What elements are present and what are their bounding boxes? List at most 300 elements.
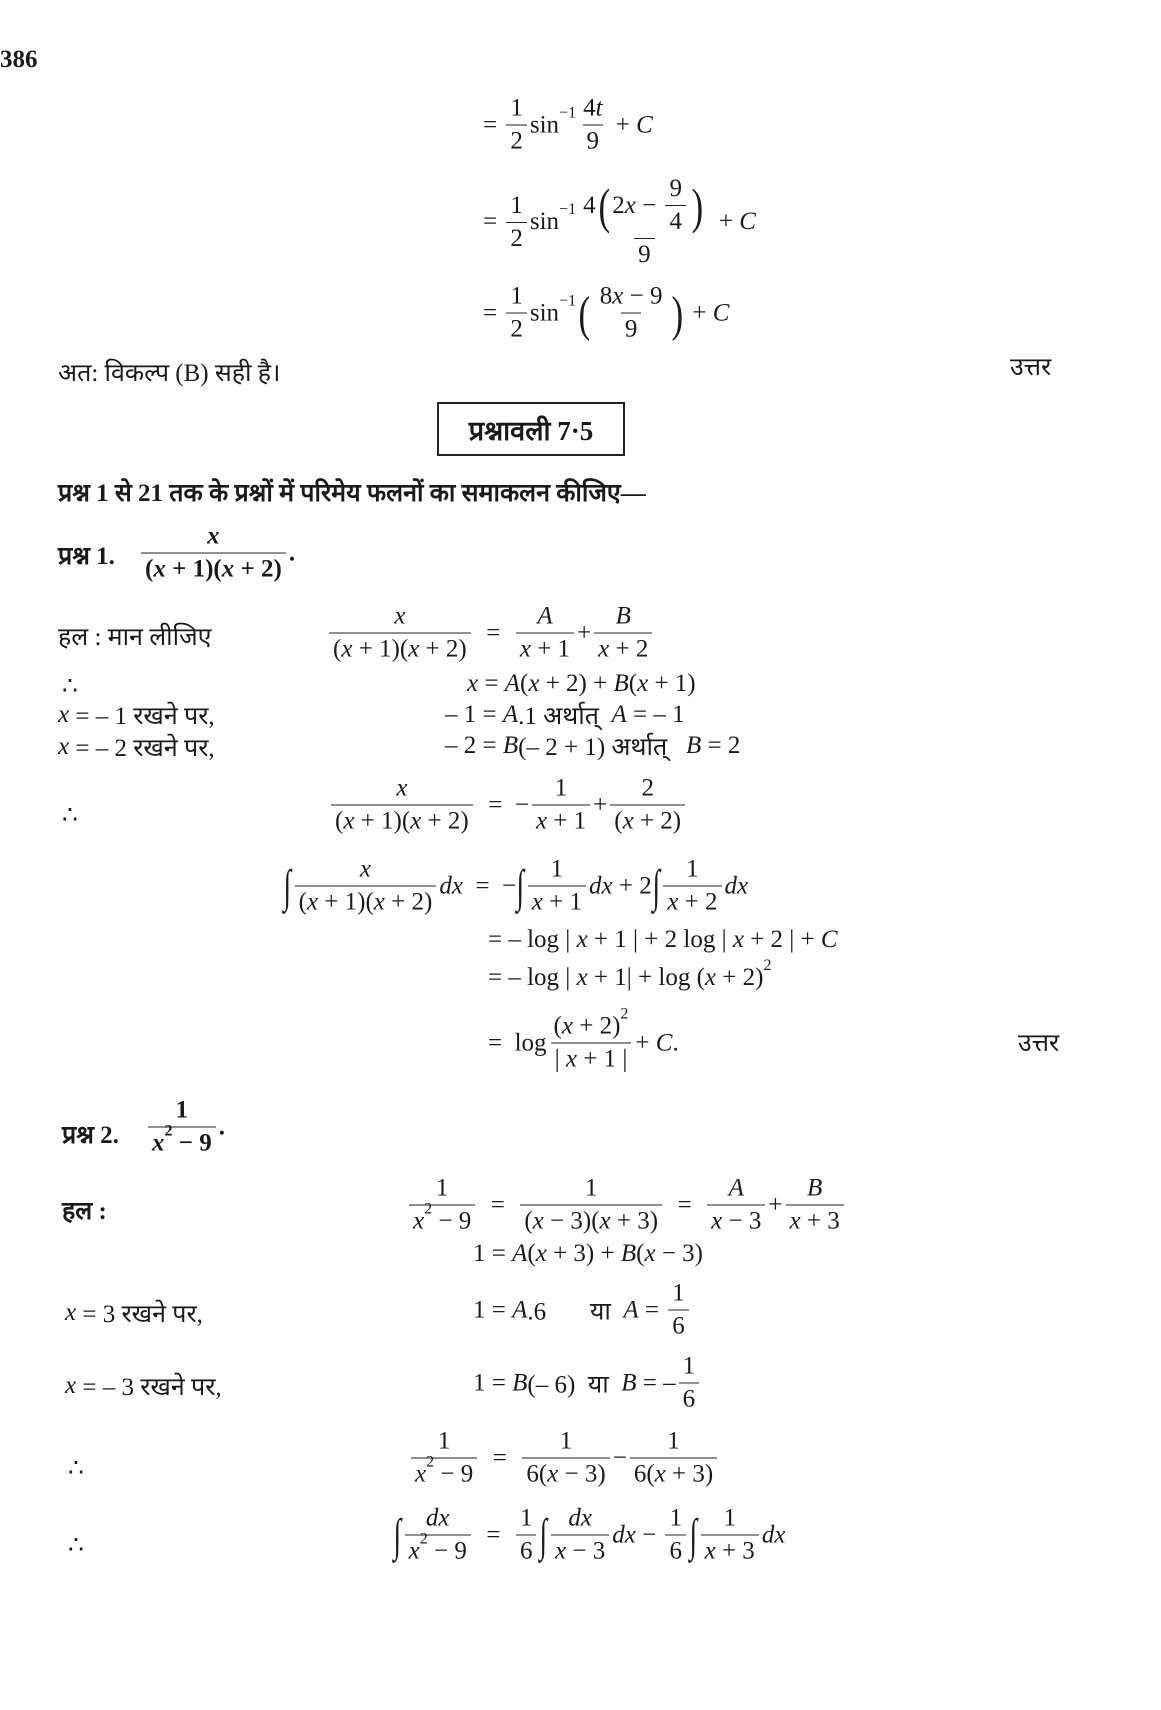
denominator: [701, 1535, 759, 1566]
fraction: [295, 856, 437, 917]
fraction: [506, 283, 527, 344]
math-variable: x: [547, 1460, 559, 1488]
answer-label: [1010, 349, 1051, 383]
math-variable: B: [615, 602, 631, 630]
text-run: (: [333, 635, 342, 663]
math-variable: B: [621, 1369, 637, 1396]
previous-step-3: [483, 283, 729, 344]
superscript: 2: [620, 1005, 629, 1023]
numerator: [506, 192, 527, 222]
q2-integral: [393, 1505, 785, 1566]
text-run: 2: [641, 774, 654, 802]
exercise-instruction: [58, 475, 646, 509]
denominator: [148, 1122, 216, 1158]
math-variable: B: [620, 1240, 637, 1267]
math-variable: x: [65, 1372, 77, 1399]
text-run: 2: [510, 127, 523, 155]
math-variable: x: [704, 964, 717, 991]
text-run: +: [609, 111, 637, 138]
exercise-title: प्रश्नावली 7·5: [468, 415, 594, 446]
denominator: [520, 1205, 662, 1236]
text-run: + 2: [678, 888, 718, 916]
math-variable: A: [512, 1296, 528, 1323]
text-run: |: [554, 1045, 566, 1073]
math-variable: x: [413, 1207, 425, 1235]
fraction: [665, 1505, 686, 1566]
math-variable: x: [532, 1207, 544, 1235]
text-run: = – log |: [488, 964, 577, 991]
math-variable: B: [613, 670, 629, 697]
text-run: 9: [624, 315, 638, 343]
text-run: .6 या: [527, 1298, 624, 1325]
text-run: +: [577, 619, 592, 646]
math-variable: B: [685, 732, 702, 759]
math-variable: x: [704, 1537, 716, 1565]
fraction: [707, 1175, 765, 1236]
text-run: −: [612, 1444, 627, 1471]
text-run: (: [527, 1240, 536, 1267]
text-run: + 2: [609, 635, 649, 663]
math-variable: x: [598, 635, 610, 663]
math-variable: x: [667, 888, 679, 916]
answer-label-text: उत्तर: [1018, 1030, 1060, 1057]
q1-step-log-2: [488, 957, 772, 992]
numerator: [668, 1280, 689, 1310]
denominator: [610, 805, 685, 836]
text-run: = – log |: [488, 926, 577, 953]
q1-integral: [283, 856, 748, 917]
text-run: +: [712, 208, 740, 235]
q1-substitution-1-label: [58, 698, 215, 732]
therefore-symbol: [68, 1530, 84, 1560]
text-run: − 3: [566, 1537, 606, 1565]
math-variable: x: [711, 1207, 723, 1235]
integral-sign: ∫: [652, 860, 660, 911]
q2-partial-fraction-setup: [406, 1175, 847, 1236]
text-run: = 3 रखने पर,: [76, 1301, 203, 1328]
numerator: [556, 1428, 577, 1458]
fraction: [596, 283, 667, 344]
math-variable: x: [58, 701, 70, 728]
fraction: [148, 1097, 216, 1158]
math-variable: x: [343, 807, 355, 835]
fraction: [679, 1353, 700, 1414]
text-run: + 2): [633, 807, 682, 835]
fraction: [405, 1505, 471, 1566]
text-run: 2: [612, 191, 625, 219]
text-run: हल : मान लीजिए: [58, 624, 212, 651]
fraction: [409, 1175, 475, 1236]
text-run: = – 2 रखने पर,: [69, 735, 215, 762]
math-variable: x: [576, 964, 588, 991]
text-run: 1: [550, 855, 564, 883]
math-variable: x: [373, 888, 385, 916]
text-run: sin: [529, 208, 560, 235]
text-run: +: [768, 1191, 783, 1218]
therefore-symbol: [62, 800, 78, 830]
q1-substitution-2-label: [58, 730, 215, 764]
therefore-symbol: [62, 671, 78, 701]
fraction: [522, 1428, 609, 1489]
previous-step-2: [483, 175, 756, 269]
text-run: + 2): [234, 555, 282, 583]
denominator: [621, 313, 642, 344]
numerator: [682, 856, 703, 886]
q1-solution-label: [58, 619, 212, 653]
text-run: – 1 =: [445, 701, 503, 728]
math-variable: A: [623, 1296, 639, 1323]
text-run: 6(: [526, 1460, 548, 1488]
numerator: [550, 1005, 633, 1043]
denominator: [665, 1535, 686, 1566]
denominator: [551, 1043, 632, 1074]
math-variable: C: [739, 208, 756, 235]
text-run: 2: [510, 224, 523, 252]
text-run: 1: [510, 191, 523, 219]
math-variable: C: [655, 1029, 673, 1056]
numerator: [564, 1505, 596, 1535]
text-run: हल :: [62, 1198, 107, 1225]
text-run: + 2 | +: [743, 926, 821, 953]
denominator: [528, 886, 586, 917]
text-run: 1: [667, 1427, 680, 1455]
text-run: प्रश्न 2.: [62, 1122, 126, 1149]
text-run: 4: [583, 94, 596, 122]
text-run: = –: [636, 1369, 676, 1396]
text-run: =: [478, 670, 505, 697]
text-run: =: [665, 1191, 705, 1218]
denominator: [295, 886, 437, 917]
text-run: ∴: [62, 802, 78, 829]
text-run: (: [553, 1012, 562, 1040]
text-run: + 1: [542, 888, 582, 916]
math-variable: x: [341, 635, 353, 663]
text-run: − 9: [172, 1129, 212, 1157]
denominator: [630, 1458, 717, 1489]
fraction: [665, 175, 686, 236]
answer-label: [1018, 1025, 1059, 1059]
denominator: [707, 1205, 765, 1236]
q2-solution-label: [62, 1193, 107, 1227]
fraction: [594, 603, 652, 664]
large-parenthesis: ): [691, 177, 704, 234]
superscript: 2: [164, 1122, 173, 1140]
text-run: =: [483, 208, 504, 235]
math-variable: x: [394, 602, 406, 630]
text-run: + 2): [384, 888, 433, 916]
text-run: 1 =: [473, 1296, 513, 1323]
math-variable: A: [502, 701, 519, 728]
fraction: [701, 1505, 759, 1566]
math-variable: x: [221, 555, 235, 583]
denominator: [665, 205, 686, 236]
text-run: 1: [672, 1279, 685, 1307]
text-run: 1 =: [473, 1369, 513, 1396]
text-run: – 2 =: [445, 732, 503, 759]
denominator: [594, 633, 652, 664]
math-variable: C: [636, 111, 653, 138]
text-run: + 2: [612, 872, 652, 899]
math-variable: dx: [761, 1521, 786, 1548]
denominator: [409, 1200, 475, 1236]
math-variable: x: [359, 855, 372, 883]
fraction: [516, 1505, 537, 1566]
text-run: 1: [669, 1504, 682, 1532]
numerator: [665, 1505, 686, 1535]
q1-substitution-1: [445, 698, 685, 732]
q1-substitution-2: [445, 729, 740, 763]
text-run: − 3): [558, 1460, 606, 1488]
math-variable: C: [712, 299, 730, 326]
text-run: + 1)(: [318, 888, 374, 916]
denominator: [141, 553, 286, 584]
text-run: +: [635, 1029, 656, 1056]
text-run: =: [483, 299, 504, 326]
numerator: [725, 1175, 748, 1205]
text-run: .: [288, 539, 296, 566]
large-parenthesis: (: [598, 177, 610, 234]
math-variable: x: [519, 635, 531, 663]
integral-sign: ∫: [539, 1509, 548, 1560]
text-run: 1: [584, 1174, 598, 1202]
text-run: .1 अर्थात्: [518, 703, 612, 730]
numerator: [596, 283, 667, 313]
numerator: [803, 1175, 826, 1205]
numerator: [547, 856, 568, 886]
math-variable: x: [732, 926, 744, 953]
denominator: [634, 238, 655, 269]
superscript: 2: [763, 957, 772, 974]
math-variable: x: [408, 1537, 420, 1565]
math-variable: x: [565, 1045, 577, 1073]
math-variable: A: [611, 701, 627, 728]
math-variable: dx: [588, 872, 613, 899]
numerator: [637, 775, 658, 805]
text-run: + 2): [716, 964, 764, 991]
conclusion-text: [58, 355, 281, 389]
text-run: + 3) +: [546, 1240, 621, 1267]
math-variable: x: [528, 670, 540, 697]
text-run: 1: [519, 1504, 533, 1532]
math-variable: x: [531, 888, 543, 916]
text-run: + 1| + log (: [587, 964, 705, 991]
text-run: =: [483, 111, 504, 138]
text-run: − 9: [427, 1537, 467, 1565]
numerator: [506, 283, 527, 313]
fraction: [528, 856, 586, 917]
q1-step-log: [488, 926, 838, 954]
math-variable: x: [624, 191, 636, 219]
denominator: [405, 1530, 471, 1566]
numerator: [581, 1175, 602, 1205]
denominator: [583, 125, 604, 156]
integral-sign: ∫: [283, 860, 292, 911]
text-run: 1: [554, 774, 568, 802]
integral-sign: ∫: [516, 860, 525, 911]
text-run: = log: [488, 1029, 547, 1056]
text-run: (: [298, 888, 307, 916]
math-variable: A: [504, 670, 520, 697]
superscript: −1: [559, 104, 577, 121]
text-run: 6(: [633, 1460, 655, 1488]
text-run: 9: [638, 241, 651, 268]
text-run: + 1)(: [354, 807, 411, 835]
text-run: (– 2 + 1) अर्थात्: [518, 734, 686, 761]
math-variable: A: [728, 1174, 744, 1202]
text-run: = – 1: [626, 701, 685, 728]
math-variable: dx: [425, 1504, 450, 1532]
math-variable: dx: [439, 872, 463, 899]
denominator: [663, 886, 721, 917]
text-run: +: [593, 791, 608, 818]
superscript: 2: [424, 1200, 433, 1218]
text-run: 9: [586, 127, 600, 155]
therefore-symbol: [68, 1453, 84, 1483]
denominator: [551, 1535, 609, 1566]
text-run: 9: [669, 175, 682, 202]
question-2-expression: [145, 1097, 225, 1158]
fraction: [141, 523, 286, 584]
text-run: 1 =: [473, 1240, 513, 1267]
q1-final-answer: [488, 1005, 679, 1074]
math-variable: x: [408, 635, 420, 663]
math-variable: x: [65, 1299, 77, 1326]
denominator: [516, 1535, 537, 1566]
numerator: [434, 1428, 455, 1458]
q2-substitution-1: [473, 1280, 692, 1341]
denominator: [329, 633, 471, 664]
q1-identity: [467, 670, 696, 698]
text-run: + 1)(: [165, 555, 222, 583]
text-run: =: [473, 619, 513, 646]
text-run: + 1): [648, 670, 696, 697]
math-variable: x: [535, 1240, 547, 1267]
text-run: − 3): [655, 1240, 704, 1267]
math-variable: B: [512, 1369, 528, 1396]
text-run: 1: [510, 94, 523, 122]
math-variable: x: [644, 1240, 656, 1267]
fraction: [329, 603, 471, 664]
text-run: (: [145, 555, 154, 583]
text-run: sin: [529, 111, 560, 138]
text-run: प्रश्न 1 से 21 तक के प्रश्नों में परिमेय फलनों का समाकलन कीजिए—: [58, 480, 646, 507]
math-variable: x: [612, 282, 624, 310]
denominator: [668, 1310, 689, 1341]
question-1-label: [58, 538, 121, 572]
large-parenthesis: ): [671, 285, 684, 341]
denominator: [532, 805, 590, 836]
math-variable: A: [512, 1240, 528, 1267]
text-run: (: [636, 1240, 645, 1267]
fraction: [786, 1175, 844, 1236]
denominator: [679, 1383, 700, 1414]
fraction: [579, 175, 710, 269]
fraction: [506, 95, 527, 156]
text-run: = 2: [701, 732, 741, 759]
math-variable: B: [806, 1174, 823, 1202]
previous-step-1: [483, 95, 653, 156]
superscript: 2: [426, 1453, 435, 1471]
text-run: (: [520, 670, 529, 697]
math-variable: x: [58, 733, 70, 760]
numerator: [533, 603, 556, 633]
text-run: 1: [559, 1427, 573, 1455]
text-run: (: [335, 807, 344, 835]
text-run: + 1: [547, 807, 587, 835]
numerator: [392, 775, 411, 805]
text-run: + 3): [610, 1207, 659, 1235]
q2-substitution-2: [473, 1353, 702, 1414]
numerator: [203, 523, 224, 553]
numerator: [665, 175, 686, 205]
denominator: [506, 313, 527, 344]
superscript: −1: [559, 201, 577, 218]
text-run: 1: [435, 1174, 449, 1202]
text-run: (: [614, 807, 623, 835]
fraction: [610, 775, 685, 836]
text-run: + 1)(: [352, 635, 409, 663]
fraction: [520, 1175, 662, 1236]
math-variable: dx: [568, 1504, 592, 1532]
denominator: [516, 633, 574, 664]
answer-label-text: उत्तर: [1010, 354, 1052, 381]
text-run: + 1: [530, 635, 571, 663]
text-run: − 3)(: [543, 1207, 600, 1235]
numerator: [506, 95, 527, 125]
exercise-title-box: [437, 402, 625, 456]
text-run: + 2): [421, 807, 469, 835]
q2-substitution-2-label: [65, 1369, 222, 1403]
superscript: 2: [419, 1530, 428, 1548]
fraction: [579, 95, 606, 156]
text-run: − 9: [434, 1460, 474, 1488]
text-run: (: [628, 670, 638, 697]
q2-identity: [473, 1240, 703, 1268]
math-variable: x: [622, 807, 634, 835]
fraction: [663, 856, 721, 917]
numerator: [356, 856, 375, 886]
math-variable: dx: [724, 872, 749, 899]
text-run: .: [218, 1113, 225, 1140]
fraction: [411, 1428, 477, 1489]
text-run: ∴: [68, 1455, 84, 1482]
math-variable: x: [561, 1012, 573, 1040]
text-run: =: [480, 1444, 520, 1471]
text-run: + 2) +: [539, 670, 614, 697]
text-run: 1: [175, 1096, 189, 1124]
q2-decomposition: [408, 1428, 720, 1489]
question-2-label: [62, 1117, 125, 1151]
fraction: [668, 1280, 689, 1341]
math-variable: A: [537, 602, 553, 630]
math-variable: x: [789, 1207, 801, 1235]
text-run: 8: [599, 282, 613, 310]
text-run: + 3): [665, 1460, 714, 1488]
fraction: [532, 775, 590, 836]
math-variable: C: [820, 926, 838, 953]
math-variable: x: [207, 522, 220, 550]
text-run: .: [672, 1029, 679, 1056]
math-variable: x: [599, 1207, 611, 1235]
text-run: =: [478, 1191, 518, 1218]
math-variable: x: [535, 807, 548, 835]
numerator: [516, 1505, 537, 1535]
text-run: 6: [519, 1537, 533, 1565]
text-run: = −: [475, 791, 529, 818]
text-run: प्रश्न 1.: [58, 543, 122, 570]
numerator: [172, 1097, 193, 1127]
large-parenthesis: (: [578, 285, 591, 341]
